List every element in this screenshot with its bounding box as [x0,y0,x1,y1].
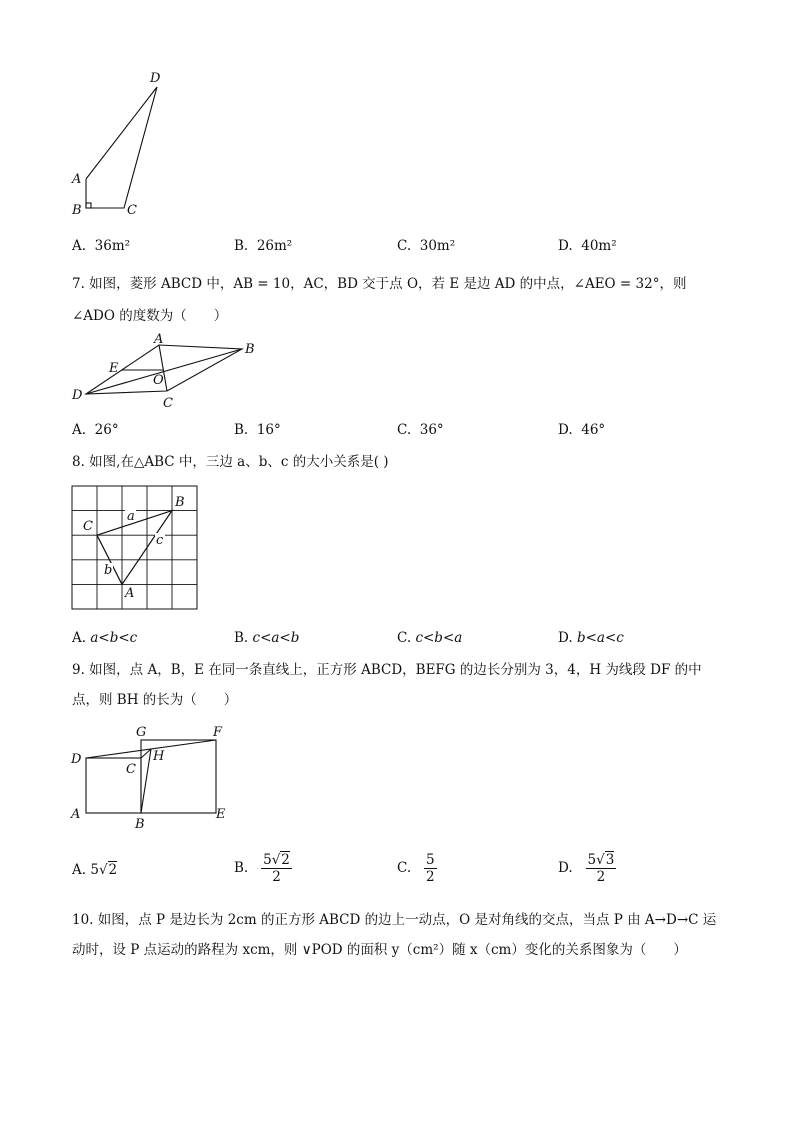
q9-option-d-letter: D. [558,860,573,876]
q6-label-c: C [127,203,137,218]
q8-label-a: A [125,586,135,601]
q6-option-d[interactable] [558,238,617,254]
q9-option-d-num-radicand: 3 [605,852,615,868]
q7-option-c-value: 36° [419,422,444,438]
q9-label-g: G [136,725,147,740]
q6-label-a: A [72,172,82,187]
q7-label-d: D [72,388,83,403]
q7-option-d-value: 46° [581,422,606,438]
q8-option-d-letter: D. [558,630,573,646]
q10-stem-line1: 10. 如图，点 P 是边长为 2cm 的正方形 ABCD 的边上一动点，O 是对角线的交点，当点 P 由 A→D→C 运 [72,912,717,928]
q8-label-b: B [175,495,185,510]
q8-option-d[interactable] [558,630,624,646]
q9-option-a-radicand: 2 [108,862,118,878]
sqrt-icon: √ [98,862,108,878]
q8-option-c-value: c<b<a [415,630,463,646]
q6-option-a[interactable] [72,238,130,254]
q9-option-c-denominator: 2 [426,869,435,885]
q9-option-b-num-coef: 5 [263,852,272,868]
q7-option-a-letter: A. [72,422,87,438]
q7-stem-line1: 7. 如图，菱形 ABCD 中，AB = 10，AC，BD 交于点 O，若 E 是边 AD 的中点，∠AEO = 32°，则 [72,276,687,292]
q7-option-b-letter: B. [234,422,249,438]
q9-option-c-fraction [424,852,437,885]
q8-option-b[interactable] [234,630,299,646]
q7-stem-line2: ∠ADO 的度数为（ ） [72,308,228,324]
q8-stem-line1: 8. 如图,在△ABC 中，三边 a、b、c 的大小关系是( ) [72,454,389,470]
q8-option-a[interactable] [72,630,137,646]
q6-option-c-letter: C. [397,238,412,254]
q9-option-b-num-radicand: 2 [281,852,290,868]
q8-label-side-b: b [104,563,113,578]
q8-label-side-a: a [127,509,135,524]
q8-option-a-value: a<b<c [90,630,138,646]
q6-right-angle-mark [86,203,91,208]
q8-option-c-letter: C. [397,630,412,646]
q6-option-a-letter: A. [72,238,87,254]
q8-option-a-letter: A. [72,630,87,646]
q9-stem-line1: 9. 如图，点 A，B，E 在同一条直线上，正方形 ABCD，BEFG 的边长分别为 3，4，H 为线段 DF 的中 [72,662,702,678]
q7-label-e: E [109,361,119,376]
q10-stem-line2: 动时，设 P 点运动的路程为 xcm，则 ∨POD 的面积 y（cm²）随 x（cm）变化的关系图象为（ ） [72,942,687,958]
q8-label-side-c: c [156,533,164,548]
q7-option-c-letter: C. [397,422,412,438]
q9-option-d[interactable] [558,852,616,885]
q9-option-b-denominator: 2 [272,869,281,885]
q9-option-b[interactable] [234,852,292,885]
q7-option-a-value: 26° [94,422,119,438]
q9-label-d: D [71,752,82,767]
q6-quadrilateral [86,87,157,208]
q9-option-d-denominator: 2 [596,869,606,885]
q9-option-d-fraction [586,852,617,885]
q7-label-c: C [163,396,173,411]
q7-label-b: B [245,342,255,357]
q6-option-b-letter: B. [234,238,249,254]
q7-option-a[interactable] [72,422,119,438]
q9-label-e: E [216,807,226,822]
q9-label-c: C [126,762,136,777]
q9-segment-bh [141,749,151,813]
q8-option-d-value: b<a<c [576,630,624,646]
q9-option-a-letter: A. [72,862,87,878]
sqrt-icon: √ [596,852,605,868]
q9-label-h: H [153,749,165,764]
q6-option-b[interactable] [234,238,292,254]
q8-figure [72,486,202,612]
q6-option-d-value: 40m² [581,238,617,254]
q7-label-a: A [154,332,164,347]
q9-option-b-letter: B. [234,860,249,876]
q6-option-b-value: 26m² [256,238,293,254]
q7-option-b[interactable] [234,422,281,438]
q7-option-c[interactable] [397,422,444,438]
q7-option-b-value: 16° [256,422,281,438]
q6-label-b: B [72,203,82,218]
q6-option-c[interactable] [397,238,455,254]
q9-figure [68,722,238,834]
q9-option-c-numerator: 5 [426,852,435,868]
q9-option-d-num-coef: 5 [587,852,597,868]
q9-option-b-fraction [261,852,292,885]
q9-label-f: F [213,725,223,740]
q6-option-c-value: 30m² [419,238,456,254]
q7-label-o: O [153,373,164,388]
q7-figure [66,333,276,413]
q8-label-c: C [83,519,93,534]
sqrt-icon: √ [271,852,281,868]
q8-option-b-value: c<a<b [252,630,300,646]
q9-label-b: B [135,817,145,832]
q9-option-c-letter: C. [397,860,412,876]
q6-label-d: D [150,71,161,86]
q8-option-b-letter: B. [234,630,249,646]
q9-option-a[interactable] [72,862,117,878]
q7-option-d[interactable] [558,422,605,438]
q9-label-a: A [71,807,81,822]
q7-option-d-letter: D. [558,422,573,438]
q9-option-c[interactable] [397,852,437,885]
q6-option-d-letter: D. [558,238,573,254]
q6-option-a-value: 36m² [94,238,131,254]
q9-option-a-coef: 5 [90,862,99,878]
q9-stem-line2: 点，则 BH 的长为（ ） [72,692,238,708]
q6-figure [60,66,180,226]
q8-option-c[interactable] [397,630,462,646]
